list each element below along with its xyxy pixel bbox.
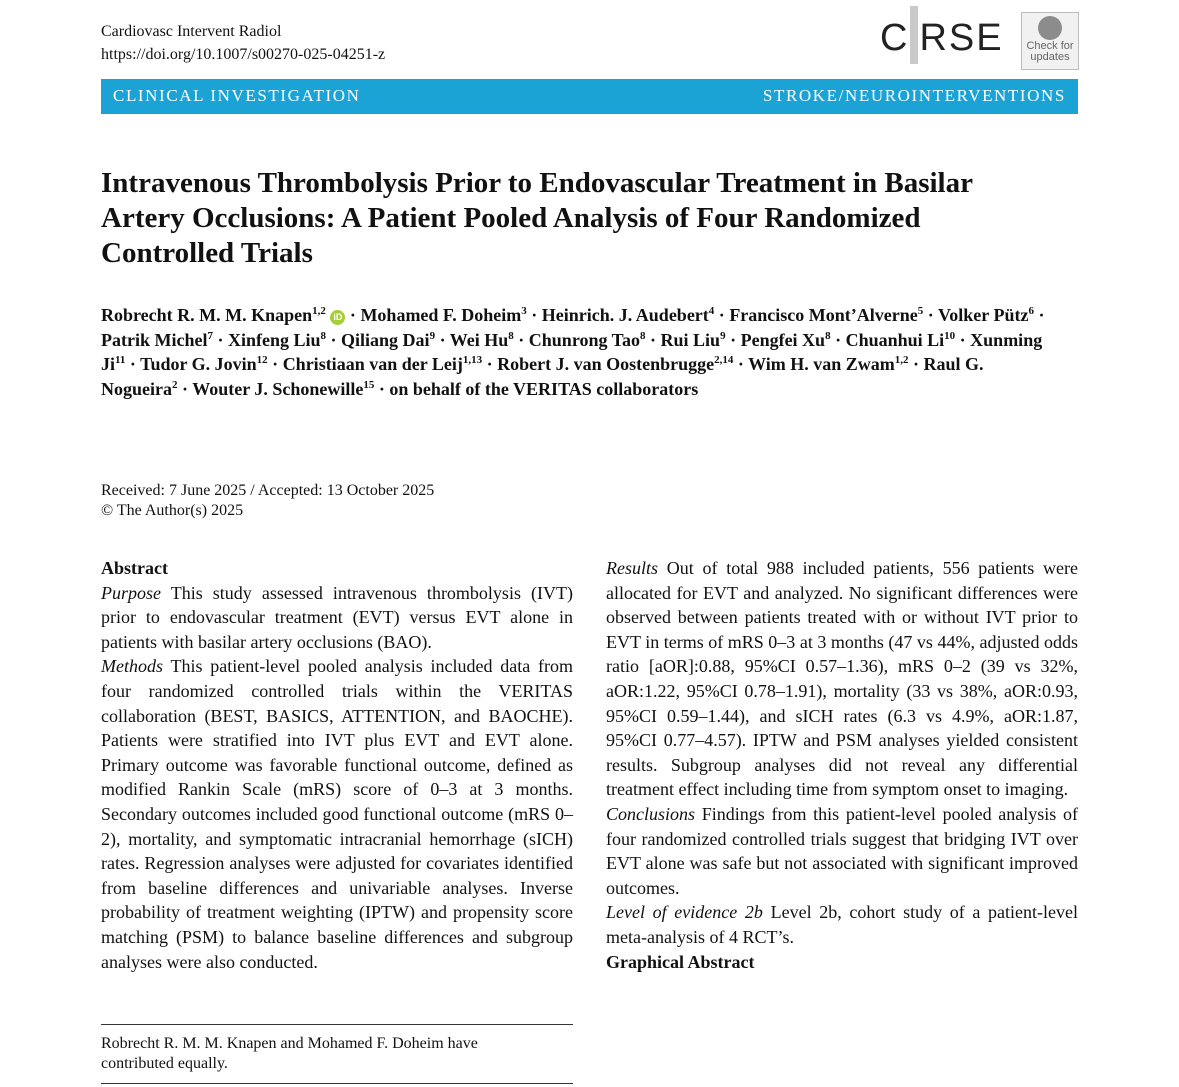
author-name[interactable]: Chuanhui Li — [845, 329, 945, 350]
author-affiliation: 8 — [640, 329, 646, 342]
author-list: Robrecht R. M. M. Knapen$^{1,2}$ iD · Mohamed F. Doheim$^3$ · Heinrich. J. Audebert$^4$ · Francisco Mont’Alverne$^5$ · Volker Pütz$^6$ · Patrik Michel$^7$ · Xinfeng Liu$^8$ · Qiliang Dai$^9$ · Wei $Hu^8$ · Chunrong Tao$^8$ · Rui Liu$^9$ · Pengfei $Xu^8$ · Chuanhui $Li^{10} \cdot Xunming$ $Ji^{11}$ · Tudor G. Jovin$^{12}$ · Christiaan van der Leij$^{1,13}$ · Robert J. van Oostenbrugge$^{2,14}$ · Wim H. van Zwam$^{1,2}$ · Raul G. Nogueira$^2$ · Wouter J. Schonewille$^{15}$ · on behalf of the VERITAS collaborators — [101, 305, 1045, 399]
footnote: Robrecht R. M. M. Knapen and Mohamed F. Doheim have contributed equally. — [101, 1035, 478, 1072]
graphical-abstract-heading: Graphical Abstract — [606, 951, 755, 972]
author-affiliation: 3 — [521, 305, 527, 317]
author-name[interactable]: Xinfeng Liu — [228, 329, 321, 350]
author-name[interactable]: on behalf of the VERITAS collaborators — [389, 378, 699, 399]
author-name[interactable]: Christiaan van der Leij — [282, 354, 463, 375]
logo-left: C — [880, 17, 910, 59]
check-updates-line1: Check for — [1026, 40, 1074, 52]
author-affiliation: 9 — [429, 329, 436, 342]
author-affiliation: 5 — [917, 305, 924, 317]
section-band — [101, 79, 1078, 114]
author-affiliation: 10 — [944, 329, 956, 342]
journal-name: Cardiovasc Intervent Radiol — [101, 23, 282, 40]
methods-label: Methods — [101, 656, 163, 677]
author-affiliation: 1,2 — [312, 305, 326, 317]
abstract-right-column — [606, 556, 1078, 974]
orcid-icon[interactable]: iD — [330, 310, 345, 325]
check-for-updates-button[interactable] — [1021, 12, 1079, 70]
purpose-label: Purpose — [101, 582, 161, 603]
author-name[interactable]: Wei Hu — [449, 329, 509, 350]
logo-bar — [910, 6, 918, 64]
abstract-heading: Abstract — [101, 558, 168, 578]
author-name[interactable]: Chunrong Tao — [528, 329, 641, 350]
results-label: Results — [606, 558, 658, 578]
conclusions-label: Conclusions — [606, 803, 696, 824]
author-name[interactable]: Wim H. van Zwam — [748, 354, 895, 375]
author-name[interactable]: Rui Liu — [660, 329, 721, 350]
footnote-rule-bottom — [101, 1083, 573, 1084]
methods-paragraph — [101, 654, 573, 974]
results-paragraph — [606, 556, 1078, 802]
author-name[interactable]: Mohamed F. Doheim — [360, 305, 522, 325]
results-text: Out of total 988 included patients, 556 patients were allocated for EVT and analyzed. No significant differences were observed between patients treated with or without IVT prior to EVT in terms of mRS 0–3 at 3 months (47 vs 44%, adjusted odds ratio [aOR]:0.88, 95%CI 0.57–1.36), mRS 0–2 (39 vs 32%, aOR:1.22, 95%CI 0.78–1.91), mortality (33 vs 38%, aOR:0.93, 95%CI 0.59–1.44), and sICH rates (6.3 vs 4.9%, aOR:1.87, 95%CI 0.77–4.57). IPTW and PSM analyses yielded consistent results. Subgroup analyses did not reveal any differential treatment effect including time from symptom onset to imaging. — [606, 558, 1078, 800]
abstract-left-column — [101, 556, 573, 974]
doi-link[interactable]: https://doi.org/10.1007/s00270-025-04251-z — [101, 46, 386, 63]
author-affiliation: 8 — [508, 329, 514, 342]
author-name[interactable]: Xunming Ji — [101, 329, 1043, 375]
author-name[interactable]: Heinrich. J. Audebert — [541, 305, 709, 325]
purpose-paragraph — [101, 581, 573, 655]
check-updates-line2: updates — [1030, 51, 1070, 63]
author-affiliation: 8 — [320, 329, 327, 342]
level-of-evidence-paragraph — [606, 900, 1078, 949]
article-type: CLINICAL INVESTIGATION — [113, 86, 361, 105]
author-name[interactable]: Volker Pütz — [937, 305, 1029, 325]
author-name[interactable]: Raul G. Nogueira — [101, 354, 984, 399]
conclusions-text: Findings from this patient-level pooled analysis of four randomized controlled trials suggest that bridging IVT over EVT alone was safe but not associated with significant improved outcomes. — [606, 803, 1078, 898]
conclusions-paragraph — [606, 802, 1078, 900]
author-affiliation: 12 — [256, 354, 268, 367]
author-name[interactable]: Wouter J. Schonewille — [192, 378, 364, 399]
author-name[interactable]: Francisco Mont’Alverne — [729, 305, 918, 325]
author-name[interactable]: Tudor G. Jovin — [140, 354, 257, 375]
author-affiliation: 4 — [708, 305, 715, 317]
author-name[interactable]: Patrik Michel — [101, 329, 208, 350]
author-name[interactable]: Robrecht R. M. M. Knapen — [101, 305, 313, 325]
author-affiliation: 2 — [172, 378, 178, 391]
cirse-logo — [880, 6, 1004, 64]
author-affiliation: 7 — [207, 329, 213, 342]
check-updates-icon — [1038, 16, 1062, 40]
author-affiliation: 11 — [115, 354, 126, 367]
author-name[interactable]: Robert J. van Oostenbrugge — [497, 354, 715, 375]
author-affiliation: 1,2 — [894, 354, 909, 367]
author-affiliation: 8 — [825, 329, 831, 342]
author-affiliation: 2,14 — [714, 354, 734, 367]
author-name[interactable]: Pengfei Xu — [740, 329, 826, 350]
article-dates — [101, 481, 434, 521]
purpose-text: This study assessed intravenous thrombolysis (IVT) prior to endovascular treatment (EVT) versus EVT alone in patients with basilar artery occlusions (BAO). — [101, 582, 573, 652]
article-title: Intravenous Thrombolysis Prior to Endovascular Treatment in Basilar Artery Occlusions: A Patient Pooled Analysis of Four Randomized Controlled Trials — [101, 167, 973, 269]
author-affiliation: 9 — [720, 329, 726, 342]
loe-text: Level 2b, cohort study of a patient-level meta-analysis of 4 RCT’s. — [606, 902, 1079, 947]
loe-label: Level of evidence 2b — [606, 902, 763, 923]
copyright: © The Author(s) 2025 — [101, 502, 244, 519]
footnote-rule-top — [101, 1024, 573, 1025]
author-affiliation: 15 — [363, 378, 375, 391]
author-affiliation: 1,13 — [462, 354, 483, 367]
journal-header — [101, 20, 385, 66]
methods-text: This patient-level pooled analysis included data from four randomized controlled trials within the VERITAS collaboration (BEST, BASICS, ATTENTION, and BAOCHE). Patients were stratified into IVT plus EVT and EVT alone. Primary outcome was favorable functional outcome, defined as modified Rankin Scale (mRS) score of 0–3 at 3 months. Secondary outcomes included good functional outcome (mRS 0–2), mortality, and symptomatic intracranial hemorrhage (sICH) rates. Regression analyses were adjusted for covariates identified from baseline differences and univariable analyses. Inverse probability of treatment weighting (IPTW) and propensity score matching (PSM) to balance baseline differences and subgroup analyses were also conducted. — [101, 656, 573, 972]
article-category: STROKE/NEUROINTERVENTIONS — [762, 86, 1066, 105]
logo-right: RSE — [919, 17, 1004, 59]
received-accepted: Received: 7 June 2025 / Accepted: 13 October 2025 — [101, 482, 435, 499]
author-affiliation: 6 — [1028, 305, 1034, 317]
author-name[interactable]: Qiliang Dai — [341, 329, 430, 350]
